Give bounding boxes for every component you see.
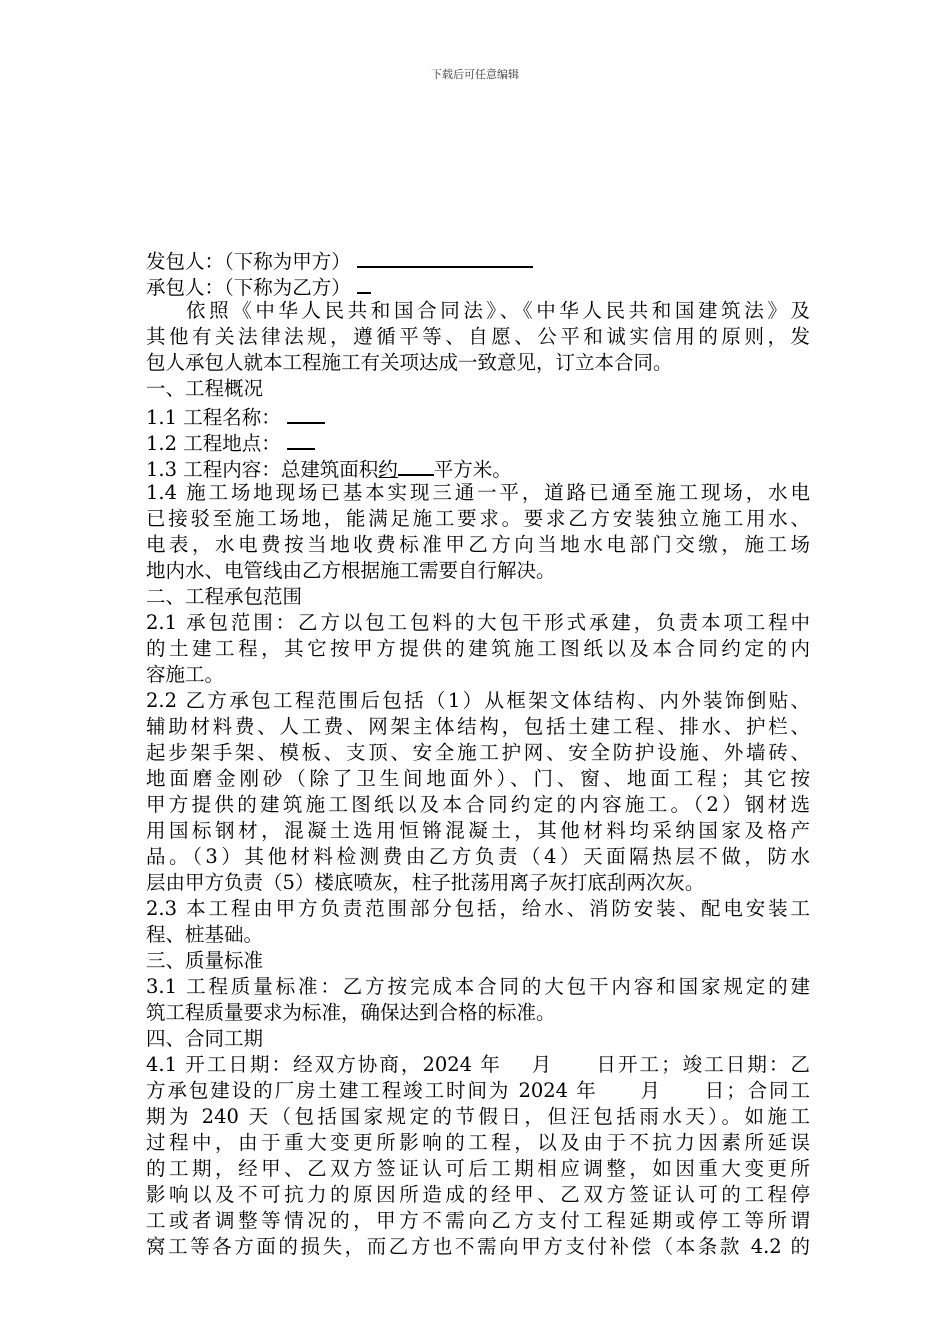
item-4-1-line-5: 的工期，经甲、乙双方签证认可后工期相应调整，如因重大变更所 <box>146 1157 810 1180</box>
party-a-label: 发包人：（下称为甲方） <box>146 250 351 273</box>
item-1-4-line-1: 1.4 施工场地现场已基本实现三通一平，道路已通至施工现场，水电 <box>146 481 810 504</box>
item-1-4-line-3: 电表，水电费按当地收费标准甲乙方向当地水电部门交缴，施工场 <box>146 533 810 556</box>
item-4-1-line-1: 4.1 开工日期：经双方协商，2024 年 月 日开工；竣工日期：乙 <box>146 1053 810 1076</box>
page-header: 下载后可任意编辑 <box>431 68 519 81</box>
section-3-heading: 三、质量标准 <box>146 949 264 972</box>
item-2-2-line-4: 地面磨金刚砂（除了卫生间地面外）、门、窗、地面工程；其它按 <box>146 767 810 790</box>
item-2-2-line-5: 甲方提供的建筑施工图纸以及本合同约定的内容施工。（2）钢材选 <box>146 793 810 816</box>
item-4-1-line-3: 期为 240 天（包括国家规定的节假日，但汪包括雨水天）。如施工 <box>146 1105 810 1128</box>
item-2-2-line-1: 2.2 乙方承包工程范围后包括（1）从框架文体结构、内外装饰倒贴、 <box>146 689 810 712</box>
item-4-1-line-8: 窝工等各方面的损失，而乙方也不需向甲方支付补偿（本条款 4.2 的 <box>146 1235 810 1258</box>
item-1-2-label: 1.2 工程地点： <box>146 432 281 455</box>
item-2-3-line-1: 2.3 本工程由甲方负责范围部分包括，给水、消防安装、配电安装工 <box>146 897 810 920</box>
item-4-1-line-6: 影响以及不可抗力的原因所造成的经甲、乙双方签证认可的工程停 <box>146 1183 810 1206</box>
area-blank[interactable] <box>398 454 434 476</box>
party-a-blank[interactable] <box>357 246 533 268</box>
item-1-1 <box>146 402 810 428</box>
item-2-2-line-3: 起步架手架、模板、支顶、安全施工护网、安全防护设施、外墙砖、 <box>146 741 810 764</box>
party-a-line <box>146 246 810 272</box>
item-2-2-line-7: 品。（3）其他材料检测费由乙方负责（4）天面隔热层不做，防水 <box>146 845 810 868</box>
item-2-1-line-3: 容施工。 <box>146 663 225 686</box>
item-1-4-line-2: 已接驳至施工场地，能满足施工要求。要求乙方安装独立施工用水、 <box>146 507 810 530</box>
item-4-1-line-2: 方承包建设的厂房土建工程竣工时间为 2024 年 月 日；合同工 <box>146 1079 810 1102</box>
item-1-3-label: 1.3 工程内容：总建筑面积 <box>146 458 379 481</box>
party-b-label: 承包人：（下称为乙方） <box>146 276 351 299</box>
contract-body <box>146 246 810 1260</box>
project-name-blank[interactable] <box>287 402 325 424</box>
preamble-line-3: 包人承包人就本工程施工有关项达成一致意见，订立本合同。 <box>146 351 673 374</box>
item-1-2 <box>146 428 810 454</box>
item-2-2-line-2: 辅助材料费、人工费、网架主体结构，包括土建工程、排水、护栏、 <box>146 715 810 738</box>
section-4-heading: 四、合同工期 <box>146 1027 264 1050</box>
party-b-line <box>146 272 810 298</box>
item-2-2-line-8: 层由甲方负责（5）楼底喷灰，柱子批荡用离子灰打底刮两次灰。 <box>146 871 705 894</box>
item-4-1-line-4: 过程中，由于重大变更所影响的工程，以及由于不抗力因素所延误 <box>146 1131 810 1154</box>
section-1-heading: 一、工程概况 <box>146 377 264 400</box>
item-4-1-line-7: 工或者调整等情况的，甲方不需向乙方支付工程延期或停工等所谓 <box>146 1209 810 1232</box>
item-2-1-line-1: 2.1 承包范围：乙方以包工包料的大包干形式承建，负责本项工程中 <box>146 611 810 634</box>
item-3-1-line-2: 筑工程质量要求为标准，确保达到合格的标准。 <box>146 1001 556 1024</box>
preamble-line-1: 依照《中华人民共和国合同法》、《中华人民共和国建筑法》及 <box>186 299 810 322</box>
section-2-heading: 二、工程承包范围 <box>146 585 303 608</box>
item-1-4-line-4: 地内水、电管线由乙方根据施工需要自行解决。 <box>146 559 556 582</box>
item-1-1-label: 1.1 工程名称： <box>146 406 281 429</box>
area-unit: 平方米。 <box>433 458 512 481</box>
item-2-2-line-6: 用国标钢材，混凝土选用恒锵混凝土，其他材料均采纳国家及格产 <box>146 819 810 842</box>
party-b-blank[interactable] <box>357 272 371 294</box>
preamble-line-2: 其他有关法律法规，遵循平等、自愿、公平和诚实信用的原则，发 <box>146 325 810 348</box>
project-location-blank[interactable] <box>287 428 315 450</box>
item-2-1-line-2: 的土建工程，其它按甲方提供的建筑施工图纸以及本合同约定的内 <box>146 637 810 660</box>
item-2-3-line-2: 程、桩基础。 <box>146 923 264 946</box>
item-3-1-line-1: 3.1 工程质量标准：乙方按完成本合同的大包干内容和国家规定的建 <box>146 975 810 998</box>
item-1-3 <box>146 454 810 480</box>
approx-text: 约 <box>378 458 398 481</box>
